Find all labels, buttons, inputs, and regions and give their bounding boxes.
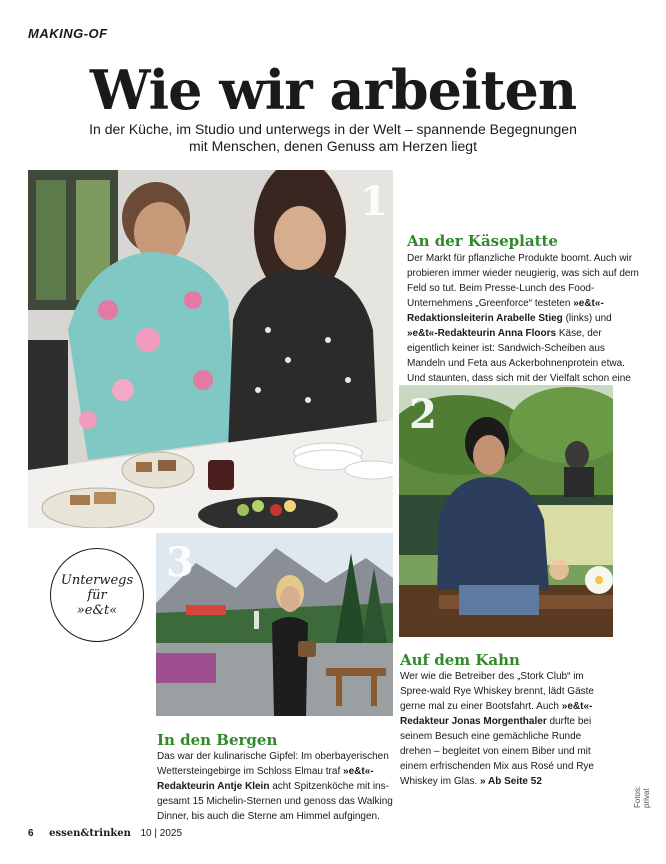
magazine-brand: essen&trinken bbox=[49, 828, 131, 839]
photo-credit: Fotos: privat bbox=[633, 785, 651, 808]
photo-cheese-platter-image bbox=[28, 170, 393, 528]
photo-number-1: 1 bbox=[360, 178, 388, 225]
stamp-line-3: »e&t« bbox=[76, 602, 118, 618]
photo-mountains bbox=[156, 533, 393, 716]
photo-boat bbox=[399, 385, 613, 637]
section-body-bergen: Das war der kulinarische Gipfel: Im oberbayerischen Wettersteingebirge im Schloss Elmau traf »e&t«-Redakteurin Antje Klein acht Spitzenköche mit ins-gesamt 15 Michelin-Sternen und genoss das Walking Dinner, bis auch die Sterne am Himmel aufgingen. bbox=[157, 751, 393, 822]
photo-number-2: 2 bbox=[409, 391, 437, 438]
page-deck bbox=[80, 121, 586, 155]
issue-number: 10 | 2025 bbox=[140, 828, 183, 839]
section-kicker: MAKING-OF bbox=[28, 26, 108, 41]
deck-line-2: mit Menschen, denen Genuss am Herzen liegt bbox=[189, 138, 477, 154]
page-headline: Wie wir arbeiten bbox=[89, 58, 577, 122]
photo-number-3: 3 bbox=[166, 539, 194, 586]
page-footer bbox=[28, 828, 182, 839]
stamp-line-1: Unterwegs bbox=[60, 572, 134, 588]
page-number: 6 bbox=[28, 828, 34, 839]
section-body-kahn: Wer wie die Betreiber des „Stork Club“ im Spree-wald Rye Whiskey brennt, lädt Gäste gerne mal zu einer Bootsfahrt. Auch »e&t«-Redakteur Jonas Morgenthaler durfte bei seinem Besuch eine gemächliche Runde drehen – begleitet von einem Biber und mit einem erfrischenden Mix aus Rosé und Rye Whiskey im Glas. » Ab Seite 52 bbox=[400, 671, 594, 787]
page-reference: » Ab Seite 52 bbox=[480, 776, 542, 787]
photo-cheese-platter bbox=[28, 170, 393, 528]
deck-line-1: In der Küche, im Studio und unterwegs in der Welt – spannende Begegnungen bbox=[89, 121, 577, 137]
section-title-kaese: An der Käseplatte bbox=[407, 232, 558, 250]
stamp-line-2: für bbox=[87, 587, 107, 603]
section-body-kaese: Der Markt für pflanzliche Produkte boomt. Auch wir probieren immer wieder neugierig, was sich auf dem Feld so tut. Beim Presse-Lunch des Food-Unternehmens „Greenforce“ testeten »e&t«-Redaktionsleiterin Arabelle Stieg (links) und »e&t«-Redakteurin Anna Floors Käse, der eigentlich keiner ist: Sandwich-Scheiben aus Mandeln und Feta aus Ackerbohnenprotein etwa. Und staunten, dass sich mit der Vielfalt schon eine bbox=[407, 253, 639, 384]
section-title-bergen: In den Bergen bbox=[157, 731, 278, 749]
stamp-badge bbox=[50, 548, 144, 642]
section-title-kahn: Auf dem Kahn bbox=[400, 651, 520, 669]
